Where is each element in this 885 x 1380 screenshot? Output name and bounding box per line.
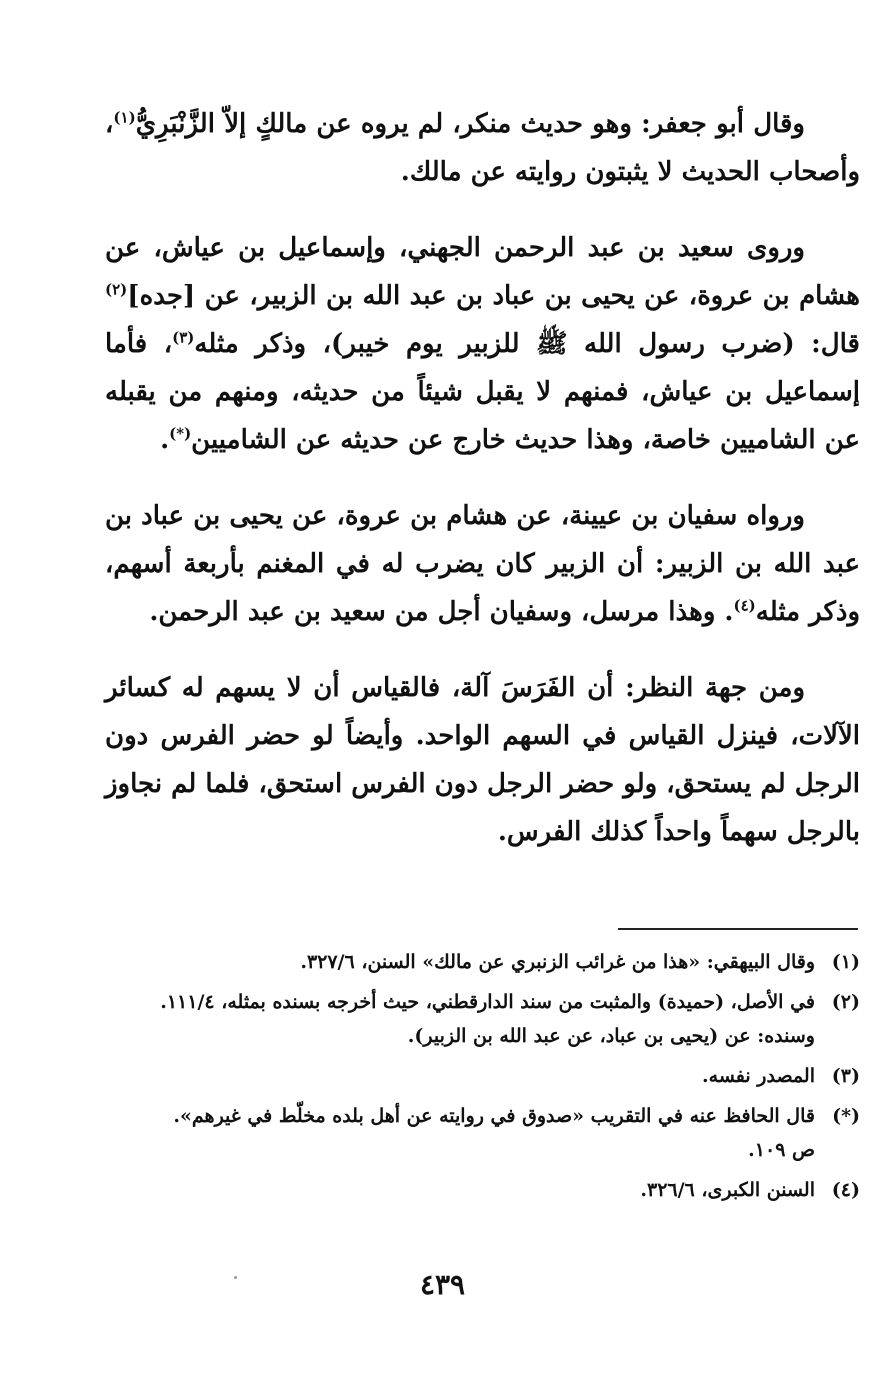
paragraph-text: . وهذا مرسل، وسفيان أجل من سعيد بن عبد الرحمن.	[149, 597, 734, 627]
footnote-ref: (٣)	[172, 328, 195, 347]
footnote	[105, 1173, 860, 1207]
page-number: ٤٣٩	[419, 1268, 466, 1301]
footnote-number: (٣)	[831, 1065, 860, 1087]
footnote-text: وقال البيهقي: «هذا من غرائب الزنبري عن مالك» السنن، ٣٢٧/٦.	[300, 951, 815, 973]
paragraph-text: ، فأما إسماعيل بن عياش، فمنهم لا يقبل شيئاً من حديثه، ومنهم من يقبله عن الشاميين خاصة، وهذا حديث خارج عن حديثه عن الشاميين	[105, 329, 860, 455]
paragraph-1	[105, 100, 860, 196]
footnote-ref: (٢)	[105, 280, 128, 299]
footnote-text: السنن الكبرى، ٣٢٦/٦.	[640, 1179, 815, 1201]
footnote-ref: (١)	[113, 108, 136, 127]
main-text	[105, 100, 860, 884]
paragraph-text: وقال أبو جعفر: وهو حديث منكر، لم يروه عن مالكٍ إلاّ الزَّنْبَرِيُّ	[135, 109, 805, 139]
footnote-text: قال الحافظ عنه في التقريب «صدوق في روايته عن أهل بلده مخلّط في غيرهم».	[173, 1105, 815, 1127]
footnote-text: ص ١٠٩.	[748, 1139, 815, 1161]
paragraph-text: وروى سعيد بن عبد الرحمن الجهني، وإسماعيل بن عياش، عن هشام بن عروة، عن يحيى بن عباد بن عبد الله بن الزبير، عن [جده]	[105, 233, 860, 311]
footnote-number: (٢)	[831, 991, 860, 1013]
paragraph-4	[105, 664, 860, 856]
footnote-number: (١)	[831, 951, 860, 973]
footnote-text: وسنده: عن (يحيى بن عباد، عن عبد الله بن الزبير).	[407, 1025, 815, 1047]
footnote-ref: (٤)	[733, 596, 756, 615]
footnote-text: في الأصل، (حميدة) والمثبت من سند الدارقطني، حيث أخرجه بسنده بمثله، ١١١/٤.	[160, 991, 815, 1013]
footnote	[105, 945, 860, 979]
footnote-text: المصدر نفسه.	[702, 1065, 815, 1087]
footnote-number: (*)	[832, 1105, 860, 1127]
paragraph-3	[105, 492, 860, 636]
paragraph-text: ورواه سفيان بن عيينة، عن هشام بن عروة، عن يحيى بن عباد بن عبد الله بن الزبير: أن الزبير كان يضرب له في المغنم بأربعة أسهم، وذكر مثله	[105, 501, 860, 627]
footnotes	[105, 945, 860, 1213]
paragraph-text: ومن جهة النظر: أن الفَرَسَ آلة، فالقياس أن لا يسهم له كسائر الآلات، فينزل القياس في السهم الواحد. وأيضاً لو حضر الفرس دون الرجل لم يستحق، ولو حضر الرجل دون الفرس استحق، فلما لم نجاوز بالرجل سهماً واحداً كذلك الفرس.	[105, 673, 860, 847]
paragraph-text: ، وأصحاب الحديث لا يثبتون روايته عن مالك.	[105, 109, 860, 187]
footnote-number: (٤)	[831, 1179, 860, 1201]
footnote	[105, 985, 860, 1053]
footnote-divider	[618, 928, 858, 930]
paragraph-text: قال: (ضرب رسول الله ﷺ للزبير يوم خيبر)، وذكر مثله	[194, 329, 860, 359]
paragraph-2	[105, 224, 860, 464]
footnote	[105, 1059, 860, 1093]
footnote-ref: (*)	[169, 424, 192, 443]
footnote	[105, 1099, 860, 1167]
paragraph-text: .	[160, 425, 170, 455]
